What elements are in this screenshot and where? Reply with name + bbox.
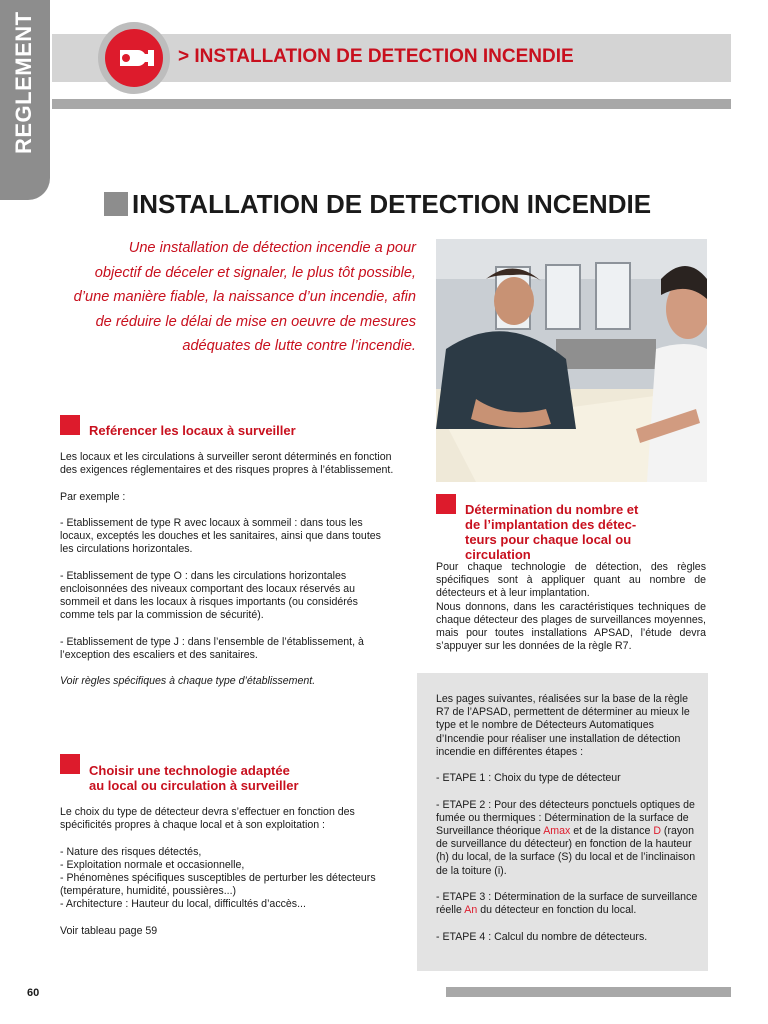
paragraph: - Etablissement de type O : dans les circulations horizontales encloisonnées des niveaux comportant des locaux réservés au sommeil et dans les locaux à risques importants (ou considérés comme tels par la commission de sécurité). — [60, 569, 358, 622]
paragraph: Le choix du type de détecteur devra s’effectuer en fonction des spécificités propres à chaque local et à son exploitation : — [60, 806, 355, 832]
paragraph: - Etablissement de type J : dans l’ensemble de l’établissement, à l’exception des escaliers et des sanitaires. — [60, 635, 364, 661]
section-bullet-square — [436, 494, 456, 514]
d-symbol: D — [653, 825, 661, 837]
section-body — [60, 451, 395, 702]
header-rule — [52, 99, 731, 109]
amax-symbol: Amax — [543, 825, 571, 837]
step-item: - ETAPE 4 : Calcul du nombre de détecteurs. — [436, 930, 648, 943]
step-text: - ETAPE 3 : Détermination de la surface de surveillance réelle — [436, 891, 698, 917]
section-heading: Reférencer les locaux à surveiller — [89, 423, 296, 438]
intro-text — [40, 236, 416, 359]
heading-line: teurs pour chaque local ou — [465, 532, 632, 547]
an-symbol: An — [464, 904, 478, 917]
heading-line: Choisir une technologie adaptée — [89, 763, 290, 778]
fire-service-emblem-icon — [96, 20, 172, 96]
step-item: - ETAPE 1 : Choix du type de détecteur — [436, 772, 621, 785]
list-item: - Nature des risques détectés, — [60, 845, 202, 858]
step-text: et de la distance — [570, 825, 654, 837]
section-heading — [465, 502, 715, 562]
header-title: > INSTALLATION DE DETECTION INCENDIE — [178, 46, 574, 67]
step-item — [436, 891, 700, 917]
list-item: - Phénomènes spécifiques susceptibles de perturber les détecteurs (température, humidité, poussières...) — [60, 872, 376, 898]
intro-line: adéquates de lutte contre l’incendie. — [182, 338, 416, 355]
footer-rule — [446, 987, 731, 997]
office-workers-photo — [436, 239, 707, 482]
heading-line: Détermination du nombre et — [465, 502, 639, 517]
section-body — [60, 806, 395, 951]
paragraph: Les locaux et les circulations à surveiller seront déterminés en fonction des exigences réglementaires et des risques propres à l’établissement. — [60, 451, 394, 477]
page-number: 60 — [27, 987, 40, 999]
paragraph: - Etablissement de type R avec locaux à sommeil : dans tous les locaux, exceptés les douches et les sanitaires, ainsi que dans toutes les circulations horizontales. — [60, 516, 381, 556]
intro-line: d’une manière fiable, la naissance d’un incendie, afin — [73, 289, 416, 306]
step-text: (rayon de surveillance du détecteur) en fonction de la hauteur (h) du local, de la surface (S) du local et de l’inclinaison de la toiture (i). — [436, 825, 696, 877]
title-bullet-square — [104, 192, 128, 216]
note: Voir tableau page 59 — [60, 924, 158, 937]
side-tab-label: REGLEMENT — [11, 11, 36, 154]
section-bullet-square — [60, 415, 80, 435]
paragraph: Les pages suivantes, réalisées sur la base de la règle R7 de l’APSAD, permettent de déterminer au mieux le type et le nombre de Détecteurs Automatiques d’Incendie pour réaliser une installation de détection incendie en différentes étapes : — [436, 693, 690, 758]
paragraph: Par exemple : — [60, 490, 126, 503]
heading-line: au local ou circulation à surveiller — [89, 778, 299, 793]
heading-line: circulation — [465, 547, 531, 562]
list-item: - Architecture : Hauteur du local, difficultés d’accès... — [60, 898, 306, 911]
list-item: - Exploitation normale et occasionnelle, — [60, 858, 245, 871]
section-heading — [89, 763, 389, 793]
step-item — [436, 799, 700, 878]
info-box-text — [436, 693, 700, 957]
intro-line: objectif de déceler et signaler, le plus tôt possible, — [94, 264, 416, 281]
page-title: INSTALLATION DE DETECTION INCENDIE — [132, 189, 652, 219]
intro-line: Une installation de détection incendie a pour — [128, 240, 416, 256]
paragraph: Nous donnons, dans les caractéristiques techniques de chaque détecteur des plages de surveillances moyennes, mais pour toutes installations APSAD, l’étude devra s’appuyer sur les données de la règle R7. — [436, 600, 706, 653]
step-text: - ETAPE 2 : Pour des détecteurs ponctuels optiques de fumée ou thermiques : Détermination de la surface de Surveillance théorique — [436, 798, 695, 837]
section-bullet-square — [60, 754, 80, 774]
note: Voir règles spécifiques à chaque type d’établissement. — [60, 675, 316, 688]
intro-line: de réduire le délai de mise en oeuvre de mesures — [95, 313, 416, 330]
section-body — [436, 561, 706, 653]
step-text: du détecteur en fonction du local. — [477, 904, 637, 917]
paragraph: Pour chaque technologie de détection, des règles spécifiques sont à appliquer quant au nombre de détecteurs et à leur implantation. — [436, 561, 706, 600]
heading-line: de l’implantation des détec- — [465, 517, 637, 532]
